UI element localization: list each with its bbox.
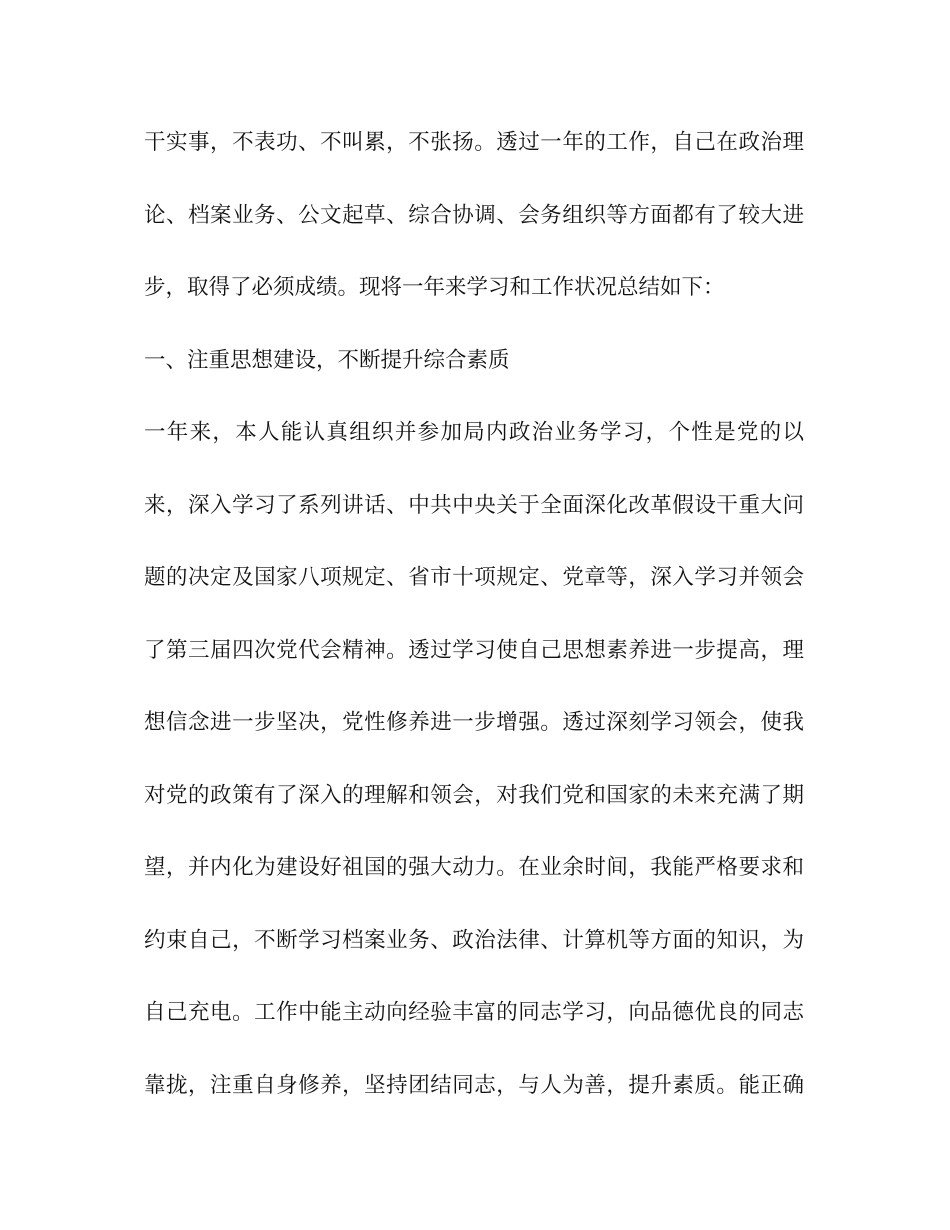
text-line: 约束自己，不断学习档案业务、政治法律、计算机等方面的知识，为 bbox=[144, 927, 804, 953]
text-line: 来，深入学习了系列讲话、中共中央关于全面深化改革假设干重大问 bbox=[144, 492, 804, 518]
text-line: 干实事，不表功、不叫累，不张扬。透过一年的工作，自己在政治理 bbox=[144, 130, 804, 155]
text-line: 一年来，本人能认真组织并参加局内政治业务学习，个性是党的以 bbox=[144, 420, 804, 445]
text-line: 自己充电。工作中能主动向经验丰富的同志学习，向品德优良的同志 bbox=[144, 1000, 804, 1025]
text-line: 了第三届四次党代会精神。透过学习使自己思想素养进一步提高，理 bbox=[144, 637, 804, 663]
text-line: 靠拢，注重自身修养，坚持团结同志，与人为善，提升素质。能正确 bbox=[144, 1072, 804, 1098]
text-line: 对党的政策有了深入的理解和领会，对我们党和国家的未来充满了期 bbox=[144, 782, 804, 808]
text-line: 步，取得了必须成绩。现将一年来学习和工作状况总结如下： bbox=[144, 275, 725, 300]
text-line: 题的决定及国家八项规定、省市十项规定、党章等，深入学习并领会 bbox=[144, 565, 804, 590]
text-line: 想信念进一步坚决，党性修养进一步增强。透过深刻学习领会，使我 bbox=[144, 710, 804, 735]
text-line: 论、档案业务、公文起草、综合协调、会务组织等方面都有了较大进 bbox=[144, 202, 804, 228]
section-heading: 一、注重思想建设，不断提升综合素质 bbox=[144, 347, 510, 373]
text-line: 望，并内化为建设好祖国的强大动力。在业余时间，我能严格要求和 bbox=[144, 855, 804, 880]
body-text bbox=[144, 118, 804, 1133]
